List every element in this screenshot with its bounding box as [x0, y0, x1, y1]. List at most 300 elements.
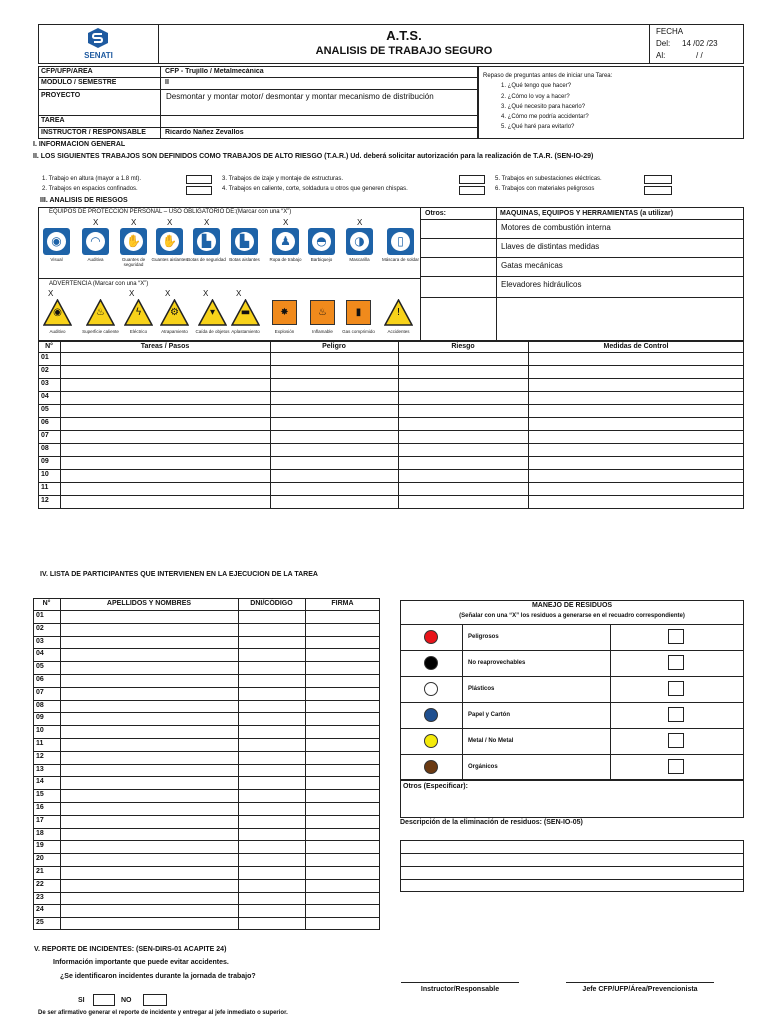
table-cell[interactable] — [399, 431, 527, 442]
participant-row-number: 09 — [36, 714, 44, 722]
table-cell[interactable] — [239, 662, 304, 673]
maquina-item-3: Gatas mecánicas — [501, 261, 563, 270]
epp-row — [38, 217, 420, 275]
section-5-line-2: ¿Se identificaron incidentes durante la jornada de trabajo? — [60, 973, 256, 980]
table-cell[interactable] — [239, 905, 304, 916]
table-cell[interactable] — [239, 790, 304, 801]
table-cell[interactable] — [61, 829, 237, 840]
table-cell[interactable] — [61, 418, 269, 429]
table-cell[interactable] — [61, 470, 269, 481]
table-cell[interactable] — [61, 777, 237, 788]
table-cell[interactable] — [306, 624, 379, 635]
icon-glyph: ♟ — [280, 234, 291, 248]
tar-item-2: 2. Trabajos en espacios confinados. — [42, 186, 138, 192]
table-cell[interactable] — [61, 483, 269, 494]
table-cell[interactable] — [239, 893, 304, 904]
no-label: NO — [121, 997, 132, 1004]
residuos-descripcion-label: Descripción de la eliminación de residuos: (SEN-IO-05) — [400, 819, 583, 826]
table-cell[interactable] — [61, 405, 269, 416]
general-value-modulo: II — [165, 79, 169, 86]
hot-surface-icon[interactable] — [86, 299, 115, 326]
table-cell[interactable] — [399, 405, 527, 416]
table-cell[interactable] — [529, 353, 743, 364]
table-cell[interactable] — [399, 444, 527, 455]
table-cell[interactable] — [61, 790, 237, 801]
table-cell[interactable] — [306, 662, 379, 673]
al-value: / / — [696, 51, 703, 60]
table-cell[interactable] — [61, 713, 237, 724]
residuos-list — [400, 624, 744, 780]
advertencia-label: Gas comprimido — [342, 329, 375, 334]
signature-left-label: Instructor/Responsable — [420, 986, 500, 993]
icon-glyph: ▾ — [209, 307, 216, 318]
table-cell[interactable] — [239, 765, 304, 776]
table-cell[interactable] — [399, 418, 527, 429]
table-row-number: 03 — [41, 380, 49, 387]
residuo-label: Plásticos — [468, 686, 495, 692]
advertencia-mark: X — [165, 289, 171, 298]
participant-row-number: 11 — [36, 740, 44, 747]
section-5-line-1: Información importante que puede evitar accidentes. — [53, 959, 229, 966]
crushing-icon[interactable] — [231, 299, 260, 326]
residuo-label: Orgánicos — [468, 764, 498, 770]
signature-right-label: Jefe CFP/UFP/Área/Prevencionista — [582, 986, 698, 993]
table-cell[interactable] — [239, 803, 304, 814]
table-cell[interactable] — [61, 893, 237, 904]
table-cell[interactable] — [306, 829, 379, 840]
advertencia-mark: X — [203, 289, 209, 298]
table-cell[interactable] — [239, 841, 304, 852]
section-4-heading: IV. LISTA DE PARTICIPANTES QUE INTERVIENEN EN LA EJECUCION DE LA TAREA — [40, 571, 318, 578]
table-cell[interactable] — [239, 752, 304, 763]
table-cell[interactable] — [529, 483, 743, 494]
table-cell[interactable] — [399, 353, 527, 364]
table-cell[interactable] — [61, 353, 269, 364]
table-cell[interactable] — [61, 496, 269, 507]
participants-table — [33, 598, 380, 930]
advertencia-mark: X — [48, 289, 54, 298]
section-3-heading: III. ANALISIS DE RIESGOS — [40, 197, 128, 204]
table-header-cell: DNI/CÓDIGO — [250, 600, 293, 607]
table-cell[interactable] — [239, 854, 304, 865]
table-cell[interactable] — [61, 624, 237, 635]
row-divider — [400, 650, 744, 651]
icon-glyph: ♨ — [96, 307, 105, 318]
general-label-proyecto: PROYECTO — [41, 92, 81, 99]
residuo-label: Papel y Cartón — [468, 712, 511, 718]
table-cell[interactable] — [239, 675, 304, 686]
table-cell[interactable] — [306, 713, 379, 724]
table-cell[interactable] — [271, 431, 397, 442]
table-cell[interactable] — [61, 726, 237, 737]
del-label: Del: — [656, 39, 671, 48]
table-cell[interactable] — [61, 662, 237, 673]
table-cell[interactable] — [529, 379, 743, 390]
icon-glyph: ✸ — [280, 307, 289, 318]
table-cell[interactable] — [239, 777, 304, 788]
participant-row-number: 14 — [36, 778, 44, 786]
page-subtitle: ANALISIS DE TRABAJO SEGURO — [315, 45, 493, 57]
tar-checkbox-2[interactable] — [186, 186, 212, 195]
no-checkbox[interactable] — [143, 994, 167, 1006]
section-5-footer: De ser afirmativo generar el reporte de incidente y entregar al jefe inmediato o superior. — [38, 1010, 288, 1016]
table-row-number: 10 — [41, 471, 49, 478]
gloves-icon[interactable] — [120, 228, 147, 255]
participant-row-number: 07 — [36, 688, 44, 696]
table-cell[interactable] — [61, 905, 237, 916]
logo-text: SENATI — [84, 51, 113, 60]
participant-row-number: 19 — [36, 842, 44, 850]
repaso-item-2: 2. ¿Cómo lo voy a hacer? — [501, 94, 570, 100]
noise-warning-icon[interactable] — [43, 299, 72, 326]
welding-mask-icon[interactable] — [387, 228, 414, 255]
table-cell[interactable] — [529, 366, 743, 377]
table-row-number: 09 — [41, 458, 49, 465]
table-row-number: 04 — [41, 393, 49, 400]
icon-glyph: ϟ — [135, 307, 142, 318]
table-cell[interactable] — [306, 777, 379, 788]
residuos-otros-label: Otros (Especificar): — [403, 783, 468, 790]
table-header-cell: N° — [42, 600, 51, 607]
tar-checkbox-4[interactable] — [459, 186, 485, 195]
maquinas-title: MAQUINAS, EQUIPOS Y HERRAMIENTAS (a utilizar) — [500, 210, 674, 217]
tar-checkbox-1[interactable] — [186, 175, 212, 184]
table-cell[interactable] — [399, 470, 527, 481]
accident-warning-icon[interactable] — [384, 299, 413, 326]
table-cell[interactable] — [239, 688, 304, 699]
participant-row-number: 03 — [36, 637, 44, 645]
table-cell[interactable] — [306, 803, 379, 814]
no-reaprovechables-color-dot — [424, 656, 438, 670]
general-value-instructor: Ricardo Ñañez Zevallos — [165, 129, 244, 136]
repaso-item-3: 3. ¿Qué necesito para hacerlo? — [501, 104, 586, 110]
participant-row-number: 25 — [36, 919, 44, 927]
advertencia-row — [38, 289, 420, 341]
table-cell[interactable] — [239, 739, 304, 750]
epp-label: Guantes aislantes — [151, 257, 188, 262]
table-cell[interactable] — [271, 392, 397, 403]
table-row-number: 06 — [41, 419, 49, 426]
epp-label: Auditiva — [87, 257, 104, 262]
epp-label: Botas aislantes — [229, 257, 260, 262]
epp-label: Guantes de seguridad — [121, 257, 146, 267]
table-header-cell: FIRMA — [331, 600, 354, 607]
logo-cell — [38, 24, 159, 64]
compressed-gas-icon[interactable] — [344, 299, 373, 326]
table-cell[interactable] — [239, 918, 304, 929]
table-row-number: 07 — [41, 432, 49, 439]
table-row-number: 11 — [41, 484, 49, 491]
residuo-checkbox[interactable] — [668, 707, 684, 722]
table-cell[interactable] — [61, 701, 237, 712]
participant-row-number: 15 — [36, 791, 44, 799]
table-cell[interactable] — [61, 392, 269, 403]
table-cell[interactable] — [306, 752, 379, 763]
advertencia-label: Explosión — [274, 329, 295, 334]
table-cell[interactable] — [399, 457, 527, 468]
table-cell[interactable] — [61, 649, 237, 660]
residuo-checkbox[interactable] — [668, 733, 684, 748]
table-cell[interactable] — [271, 366, 397, 377]
table-cell[interactable] — [306, 637, 379, 648]
participant-row-number: 17 — [36, 816, 44, 824]
safety-boots-icon[interactable] — [193, 228, 220, 255]
participant-row-number: 23 — [36, 893, 44, 901]
table-cell[interactable] — [239, 867, 304, 878]
table-cell[interactable] — [306, 611, 379, 622]
icon-glyph: ♨ — [318, 307, 327, 318]
table-cell[interactable] — [239, 649, 304, 660]
table-cell[interactable] — [61, 765, 237, 776]
residuos-subtitle: (Señalar con una “X” los residuos a generarse en el recuadro correspondiente) — [459, 613, 685, 619]
si-label: SI — [78, 997, 85, 1004]
icon-glyph: ▬ — [240, 307, 251, 318]
table-cell[interactable] — [61, 366, 269, 377]
table-cell[interactable] — [306, 841, 379, 852]
pl-sticos-color-dot — [424, 682, 438, 696]
tar-checkbox-5[interactable] — [644, 175, 672, 184]
residuo-checkbox[interactable] — [668, 655, 684, 670]
table-row-number: 12 — [41, 497, 49, 504]
table-cell[interactable] — [529, 418, 743, 429]
participant-row-number: 10 — [36, 727, 44, 735]
table-row-number: 08 — [41, 445, 49, 452]
residuo-label: No reaprovechables — [468, 660, 526, 666]
icon-glyph: ▙ — [201, 234, 212, 248]
otros-label: Otros: — [425, 210, 446, 217]
advertencia-label: Caída de objetos — [195, 329, 230, 334]
advertencia-title: ADVERTENCIA (Marcar con una “X”) — [49, 281, 149, 287]
tar-checkbox-6[interactable] — [644, 186, 672, 195]
general-label-instructor: INSTRUCTOR / RESPONSABLE — [41, 129, 146, 136]
table-cell[interactable] — [529, 444, 743, 455]
table-cell[interactable] — [61, 880, 237, 891]
tar-item-4: 4. Trabajos en caliente, corte, soldadura u otros que generen chispas. — [222, 186, 408, 192]
advertencia-label: Eléctrico — [129, 329, 148, 334]
table-cell[interactable] — [306, 726, 379, 737]
table-cell[interactable] — [529, 470, 743, 481]
table-cell[interactable] — [239, 701, 304, 712]
participant-row-number: 13 — [36, 765, 44, 773]
signature-line-right — [566, 982, 714, 983]
fecha-label: FECHA — [656, 27, 684, 36]
table-cell[interactable] — [306, 905, 379, 916]
icon-glyph: ! — [396, 307, 401, 318]
explosion-icon[interactable] — [270, 299, 299, 326]
table-cell[interactable] — [61, 457, 269, 468]
table-cell[interactable] — [306, 649, 379, 660]
metal-no-metal-color-dot — [424, 734, 438, 748]
papel-y-cart-n-color-dot — [424, 708, 438, 722]
maquina-item-1: Motores de combustión interna — [501, 223, 611, 232]
table-cell[interactable] — [61, 444, 269, 455]
table-cell[interactable] — [306, 790, 379, 801]
residuo-checkbox[interactable] — [668, 629, 684, 644]
table-cell[interactable] — [306, 893, 379, 904]
table-cell[interactable] — [61, 379, 269, 390]
advertencia-label: Atrapamiento — [161, 329, 188, 334]
table-cell[interactable] — [529, 392, 743, 403]
table-cell[interactable] — [306, 765, 379, 776]
advertencia-label: Aplastamiento — [231, 329, 260, 334]
chinstrap-icon[interactable] — [308, 228, 335, 255]
table-cell[interactable] — [61, 752, 237, 763]
participant-row-number: 22 — [36, 880, 44, 888]
advertencia-mark: X — [129, 289, 135, 298]
general-info-table — [38, 66, 478, 139]
icon-glyph: ⚙ — [170, 307, 179, 318]
table-cell[interactable] — [529, 431, 743, 442]
table-cell[interactable] — [399, 483, 527, 494]
table-cell[interactable] — [271, 457, 397, 468]
table-cell[interactable] — [271, 418, 397, 429]
repaso-item-4: 4. ¿Cómo me podría accidentar? — [501, 114, 589, 120]
epp-label: Botas de seguridad — [187, 257, 226, 262]
table-cell[interactable] — [61, 841, 237, 852]
table-cell[interactable] — [61, 867, 237, 878]
general-value-area: CFP - Trujillo / Metalmecánica — [165, 68, 264, 75]
page-title: A.T.S. — [386, 28, 422, 43]
table-cell[interactable] — [61, 803, 237, 814]
icon-glyph: ◉ — [51, 234, 62, 248]
table-cell[interactable] — [529, 457, 743, 468]
table-header-cell: Tareas / Pasos — [140, 343, 190, 350]
goggles-icon[interactable] — [43, 228, 70, 255]
row-divider — [400, 676, 744, 677]
icon-glyph: ◉ — [53, 307, 62, 318]
electrical-warning-icon[interactable] — [124, 299, 153, 326]
signature-line-left — [401, 982, 519, 983]
table-cell[interactable] — [61, 611, 237, 622]
entrapment-icon[interactable] — [160, 299, 189, 326]
table-cell[interactable] — [239, 637, 304, 648]
table-cell[interactable] — [306, 739, 379, 750]
tar-item-1: 1. Trabajo en altura (mayor a 1.8 mt). — [42, 176, 142, 182]
table-cell[interactable] — [306, 688, 379, 699]
table-row-number: 02 — [41, 367, 49, 374]
table-cell[interactable] — [399, 366, 527, 377]
table-cell[interactable] — [61, 675, 237, 686]
participant-row-number: 20 — [36, 855, 44, 863]
epp-label: Barbiquejo — [310, 257, 333, 262]
table-cell[interactable] — [306, 675, 379, 686]
table-cell[interactable] — [271, 444, 397, 455]
epp-mark: X — [357, 218, 363, 227]
table-cell[interactable] — [239, 611, 304, 622]
table-cell[interactable] — [306, 701, 379, 712]
work-clothes-icon[interactable] — [272, 228, 299, 255]
flammable-icon[interactable] — [308, 299, 337, 326]
table-cell[interactable] — [271, 470, 397, 481]
table-cell[interactable] — [239, 829, 304, 840]
table-cell[interactable] — [306, 918, 379, 929]
insulating-gloves-icon[interactable] — [156, 228, 183, 255]
table-cell[interactable] — [61, 637, 237, 648]
epp-label: Máscara de soldar — [381, 257, 420, 262]
table-cell[interactable] — [306, 816, 379, 827]
table-cell[interactable] — [306, 854, 379, 865]
table-cell[interactable] — [61, 918, 237, 929]
table-cell[interactable] — [239, 880, 304, 891]
advertencia-mark: X — [236, 289, 242, 298]
participant-row-number: 01 — [36, 612, 44, 619]
mask-icon[interactable] — [346, 228, 373, 255]
participant-row-number: 04 — [36, 650, 44, 658]
icon-glyph: ◠ — [90, 234, 101, 248]
tasks-table — [38, 341, 744, 509]
table-cell[interactable] — [239, 624, 304, 635]
residuos-title: MANEJO DE RESIDUOS — [531, 602, 613, 609]
section-2-heading: II. LOS SIGUIENTES TRABAJOS SON DEFINIDOS COMO TRABAJOS DE ALTO RIESGO (T.A.R.) Ud. deberá solicitar autorización para la realización de T.A.R. (SEN-IO-29) — [33, 153, 594, 160]
icon-glyph: ◓ — [316, 234, 327, 248]
table-cell[interactable] — [271, 483, 397, 494]
insulating-boots-icon[interactable] — [231, 228, 258, 255]
residuo-checkbox[interactable] — [668, 759, 684, 774]
participant-row-number: 08 — [36, 701, 44, 709]
table-cell[interactable] — [529, 496, 743, 507]
table-cell[interactable] — [306, 880, 379, 891]
si-checkbox[interactable] — [93, 994, 115, 1006]
earmuffs-icon[interactable] — [82, 228, 109, 255]
tar-checkbox-3[interactable] — [459, 175, 485, 184]
table-cell[interactable] — [529, 405, 743, 416]
icon-glyph: ◑ — [354, 234, 365, 248]
tar-item-5: 5. Trabajos en subestaciones eléctricas. — [495, 176, 602, 182]
advertencia-label: Superficie caliente — [82, 329, 119, 334]
epp-label: Visual — [50, 257, 63, 262]
icon-glyph: ✋ — [162, 234, 177, 248]
table-cell[interactable] — [239, 816, 304, 827]
residuo-checkbox[interactable] — [668, 681, 684, 696]
icon-glyph: ▙ — [239, 234, 250, 248]
row-divider — [400, 702, 744, 703]
participant-row-number: 21 — [36, 868, 44, 875]
advertencia-label: Inflamable — [312, 329, 333, 334]
repaso-item-1: 1. ¿Qué tengo que hacer? — [501, 83, 572, 89]
table-cell[interactable] — [399, 379, 527, 390]
general-label-area: CFP/UFP/AREA — [41, 68, 93, 75]
table-cell[interactable] — [271, 405, 397, 416]
row-divider — [400, 728, 744, 729]
epp-mark: X — [204, 218, 210, 227]
table-cell[interactable] — [61, 431, 269, 442]
participant-row-number: 12 — [36, 752, 44, 760]
table-cell[interactable] — [306, 867, 379, 878]
falling-objects-icon[interactable] — [198, 299, 227, 326]
general-value-proyecto: Desmontar y montar motor/ desmontar y montar mecanismo de distribución — [166, 92, 434, 101]
participant-row-number: 05 — [36, 663, 44, 671]
table-cell[interactable] — [399, 392, 527, 403]
table-cell[interactable] — [61, 816, 237, 827]
table-cell[interactable] — [271, 496, 397, 507]
epp-mark: X — [131, 218, 137, 227]
table-cell[interactable] — [61, 854, 237, 865]
table-cell[interactable] — [271, 379, 397, 390]
participant-row-number: 02 — [36, 624, 44, 632]
table-cell[interactable] — [61, 688, 237, 699]
table-cell[interactable] — [61, 739, 237, 750]
table-row-number: 05 — [41, 406, 49, 413]
residuo-label: Peligrosos — [468, 634, 499, 640]
table-cell[interactable] — [271, 353, 397, 364]
table-cell[interactable] — [239, 713, 304, 724]
tar-item-3: 3. Trabajos de izaje y montaje de estructuras. — [222, 176, 344, 182]
general-label-tarea: TAREA — [41, 117, 65, 124]
epp-mark: X — [167, 218, 173, 227]
table-cell[interactable] — [239, 726, 304, 737]
al-label: Al: — [656, 51, 666, 60]
table-cell[interactable] — [399, 496, 527, 507]
